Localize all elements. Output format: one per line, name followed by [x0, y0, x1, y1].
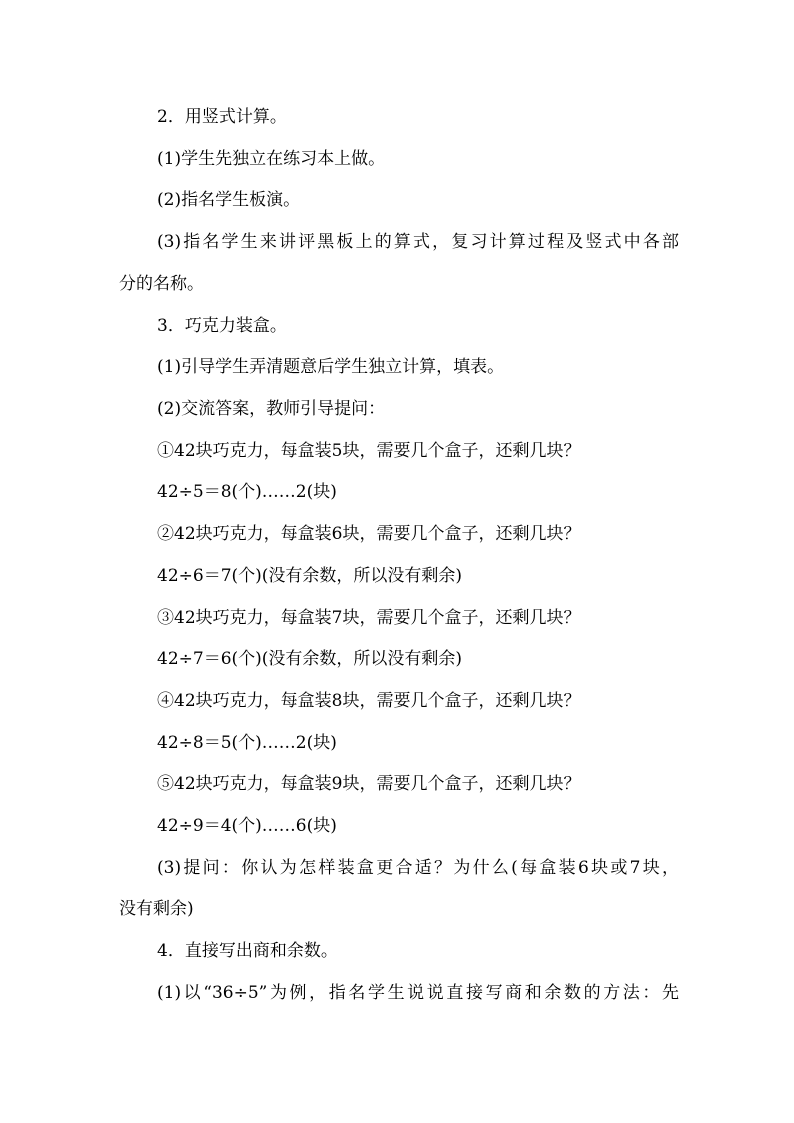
question-line: ①42块巧克力，每盒装5块，需要几个盒子，还剩几块？: [157, 441, 581, 461]
paragraph-line: (1)引导学生弄清题意后学生独立计算，填表。: [157, 357, 505, 377]
section-3-heading: 3．巧克力装盒。: [157, 316, 287, 336]
question-line: ②42块巧克力，每盒装6块，需要几个盒子，还剩几块？: [157, 524, 581, 544]
section-4-heading: 4．直接写出商和余数。: [157, 941, 338, 961]
paragraph-line: (2)交流答案，教师引导提问：: [157, 399, 386, 419]
paragraph-line: (3)指名学生来讲评黑板上的算式，复习计算过程及竖式中各部: [157, 232, 679, 252]
question-line: ④42块巧克力，每盒装8块，需要几个盒子，还剩几块？: [157, 691, 581, 711]
section-2-heading: 2．用竖式计算。: [157, 107, 287, 127]
paragraph-line: 分的名称。: [119, 274, 204, 294]
equation-line: 42÷6＝7(个)(没有余数，所以没有剩余): [157, 566, 463, 586]
paragraph-line: (1)学生先独立在练习本上做。: [157, 149, 386, 169]
equation-line: 42÷7＝6(个)(没有余数，所以没有剩余): [157, 649, 463, 669]
paragraph-line: (3)提问：你认为怎样装盒更合适？为什么(每盒装6块或7块，: [157, 858, 679, 878]
question-line: ③42块巧克力，每盒装7块，需要几个盒子，还剩几块？: [157, 608, 581, 628]
question-line: ⑤42块巧克力，每盒装9块，需要几个盒子，还剩几块？: [157, 774, 581, 794]
equation-line: 42÷8＝5(个)……2(块): [157, 733, 337, 753]
paragraph-line: (1)以“36÷5”为例，指名学生说说直接写商和余数的方法：先: [157, 983, 679, 1003]
equation-line: 42÷5＝8(个)……2(块): [157, 482, 337, 502]
paragraph-line: 没有剩余): [119, 899, 194, 919]
paragraph-line: (2)指名学生板演。: [157, 190, 301, 210]
equation-line: 42÷9＝4(个)……6(块): [157, 816, 337, 836]
